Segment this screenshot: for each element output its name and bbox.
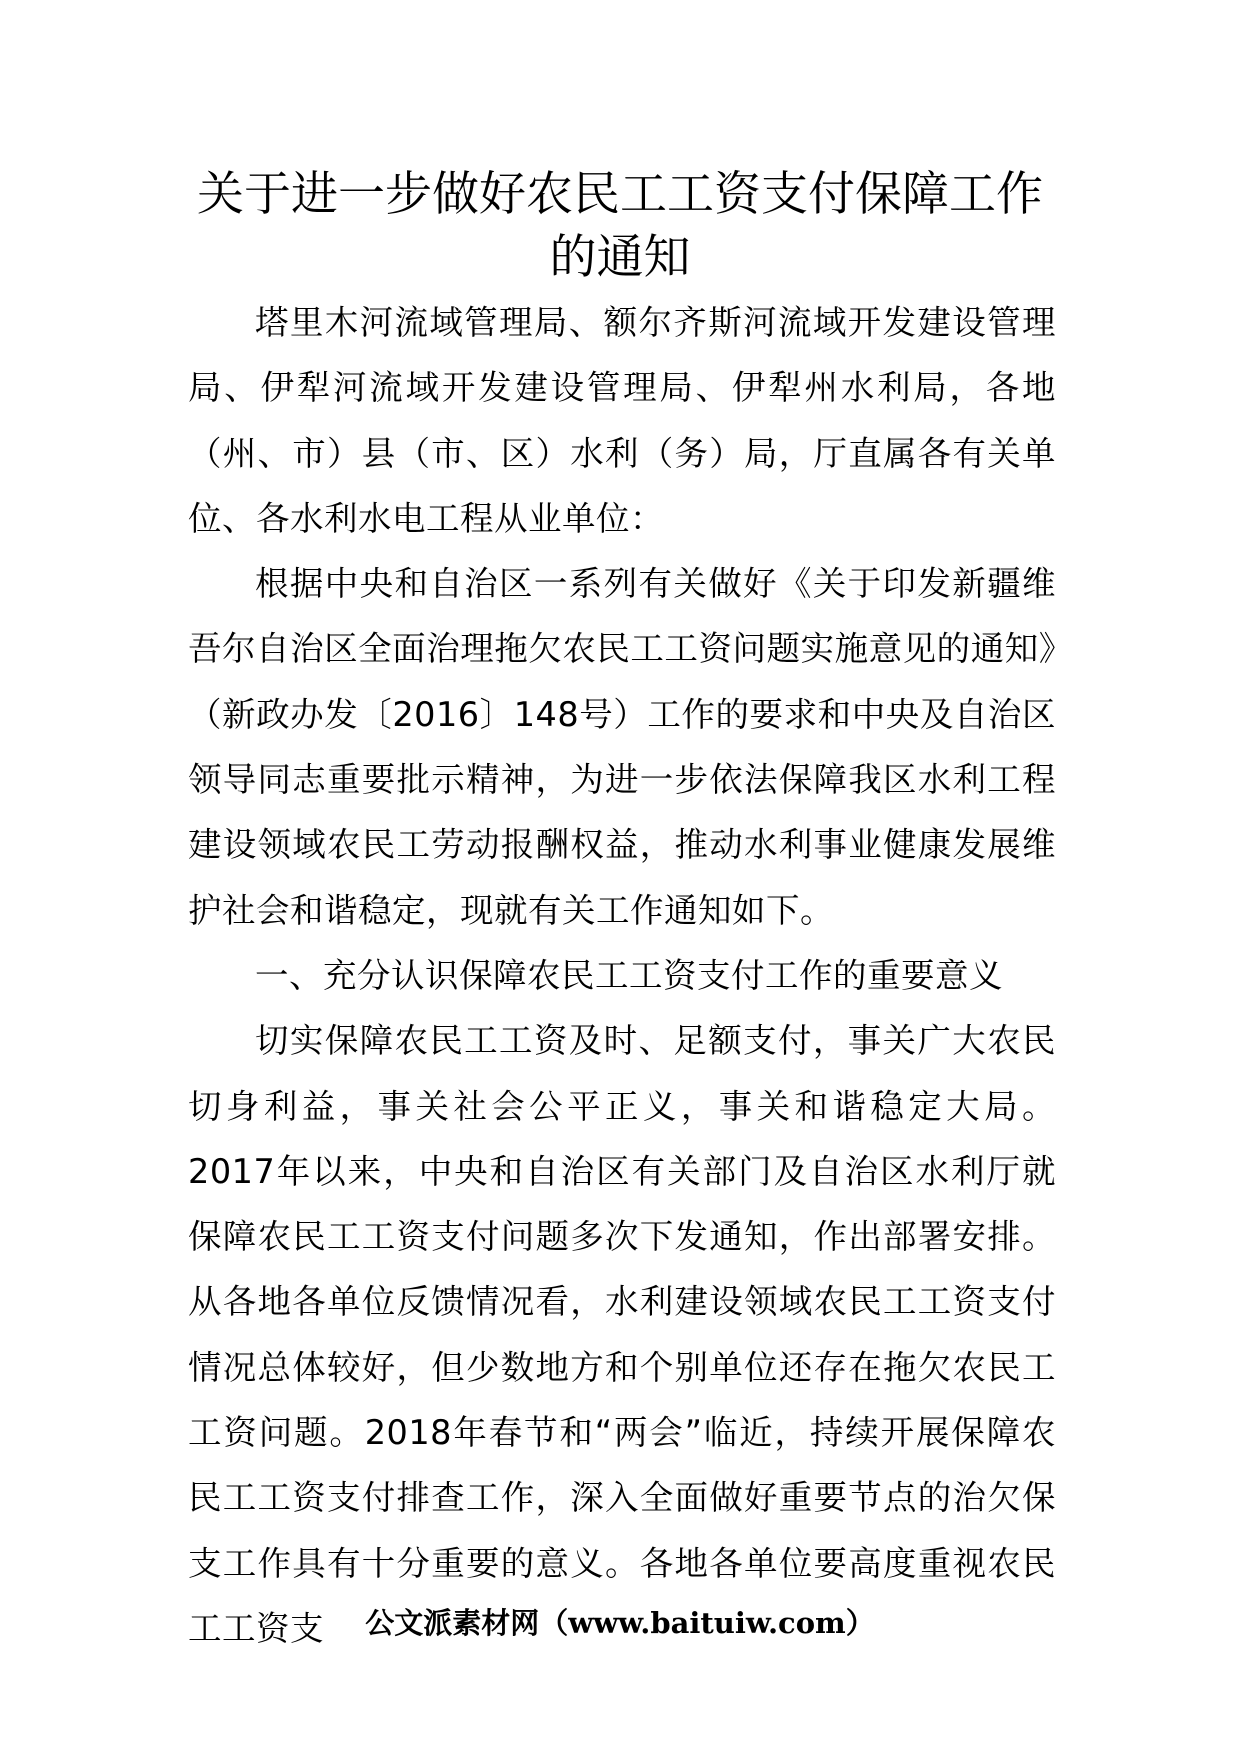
section-heading-1: 一、充分认识保障农民工工资支付工作的重要意义 <box>255 955 1003 995</box>
section-1-paragraph: 切实保障农民工工资及时、足额支付，事关广大农民切身利益，事关社会公平正义，事关和谐稳定大局。2017年以来，中央和自治区有关部门及自治区水利厅就保障农民工工资支付问题多次下发通知，作出部署安排。从各地各单位反馈情况看，水利建设领域农民工工资支付情况总体较好，但少数地方和个别单位还存在拖欠农民工工资问题。2018年春节和“两会”临近，持续开展保障农民工工资支付排查工作，深入全面做好重要节点的治欠保支工作具有十分重要的意义。各地各单位要高度重视农民工工资支 <box>188 1021 1056 1648</box>
addressee-paragraph: 塔里木河流域管理局、额尔齐斯河流域开发建设管理局、伊犁河流域开发建设管理局、伊犁州水利局，各地（州、市）县（市、区）水利（务）局，厅直属各有关单位、各水利水电工程从业单位： <box>188 303 1056 538</box>
document-body <box>188 290 1056 1661</box>
document-title-line-2: 的通知 <box>549 230 691 285</box>
footer-watermark: 公文派素材网（www.baituiw.com） <box>365 1606 875 1640</box>
intro-paragraph: 根据中央和自治区一系列有关做好《关于印发新疆维吾尔自治区全面治理拖欠农民工工资问题实施意见的通知》（新政办发〔2016〕148号）工作的要求和中央及自治区领导同志重要批示精神，为进一步依法保障我区水利工程建设领域农民工劳动报酬权益，推动水利事业健康发展维护社会和谐稳定，现就有关工作通知如下。 <box>188 564 1056 930</box>
document-title-line-1: 关于进一步做好农民工工资支付保障工作 <box>197 167 1043 222</box>
